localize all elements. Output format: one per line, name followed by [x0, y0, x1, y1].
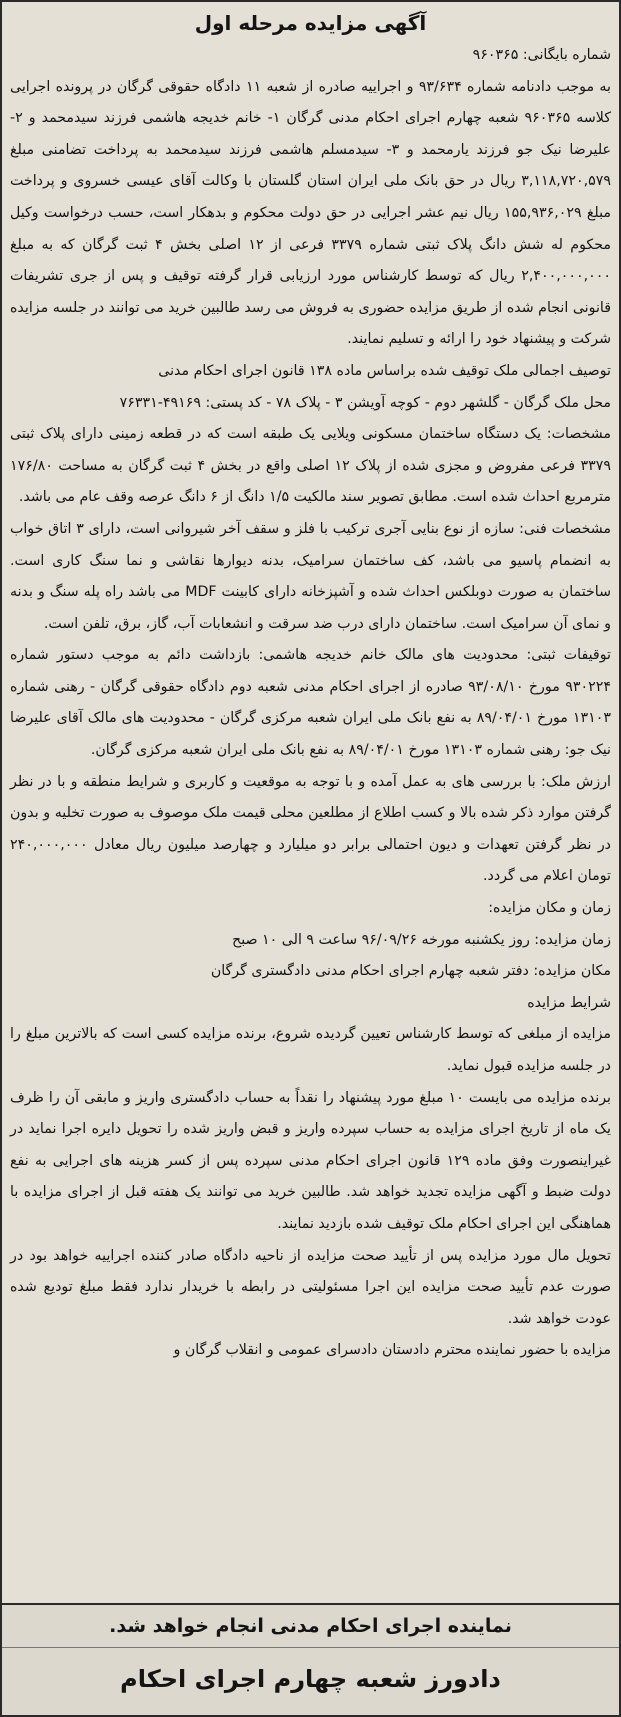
- notice-footer: [2, 1603, 619, 1715]
- paragraph-time: زمان مزایده: روز یکشنبه مورخه ۹۶/۰۹/۲۶ ساعت ۹ الی ۱۰ صبح: [232, 931, 611, 948]
- paragraph-intro: به موجب دادنامه شماره ۹۳/۶۳۴ و اجراییه صادره از شعبه ۱۱ دادگاه حقوقی گرگان در پرونده اجرایی کلاسه ۹۶۰۳۶۵ شعبه چهارم اجرای احکام مدنی گرگان ۱- خانم خدیجه هاشمی فرزند سیدمحمد و ۲- علیرضا نیک جو فرزند یارمحمد و ۳- سیدمسلم هاشمی فرزند سیدمحمد به پرداخت تضامنی مبلغ ۳,۱۱۸,۷۲۰,۵۷۹ ریال در حق بانک ملی ایران استان گلستان با وکالت آقای عیسی خسروی و پرداخت مبلغ ۱۵۵,۹۳۶,۰۲۹ ریال نیم عشر اجرایی در حق دولت محکوم و بدهکار است، حسب درخواست وکیل محکوم له شش دانگ پلاک ثبتی شماره ۳۳۷۹ فرعی از ۱۲ اصلی بخش ۴ ثبت گرگان که به مبلغ ۲,۴۰۰,۰۰۰,۰۰۰ ریال که توسط کارشناس مورد ارزیابی قرار گرفته توقیف و پس از جری تشریفات قانونی انجام شده از طریق مزایده حضوری به فروش می رسد طالبین خرید می توانند در جلسه مزایده شرکت و پیشنهاد خود را ارائه و تسلیم نمایند.: [10, 78, 612, 348]
- paragraph-technical: مشخصات فنی: سازه از نوع بنایی آجری ترکیب با فلز و سقف آخر شیروانی است، دارای ۳ اتاق خواب به انضمام پاسیو می باشد، کف ساختمان سرامیک، بدنه دیوارها نقاشی و نما سنگ کاری است. ساختمان به صورت دوبلکس احداث شده و آشپزخانه دارای کابینت MDF می باشد راه پله سنگ و بدنه و نمای آن سرامیک است. ساختمان دارای درب ضد سرقت و انشعابات آب، گاز، برق، تلفن است.: [10, 520, 612, 632]
- notice-title: آگهی مزایده مرحله اول: [194, 11, 427, 35]
- paragraph-specs: مشخصات: یک دستگاه ساختمان مسکونی ویلایی یک طبقه است که در قطعه زمینی دارای پلاک ثبتی ۳۳۷۹ فرعی مفروض و مجزی شده از پلاک ۱۲ اصلی واقع در بخش ۴ ثبت گرگان به مساحت ۱۷۶/۸۰ مترمربع احداث شده است. مطابق تصویر سند مالکیت ۱/۵ دانگ از ۶ دانگ عرصه وقف عام می باشد.: [10, 426, 611, 506]
- paragraph-registry: توقیفات ثبتی: محدودیت های مالک خانم خدیجه هاشمی: بازداشت دائم به موجب دستور شماره ۹۳۰۲۲۴ مورخ ۹۳/۰۸/۱۰ صادره از اجرای احکام مدنی شعبه دوم دادگاه حقوقی گرگان - رهنی شماره ۱۳۱۰۳ مورخ ۸۹/۰۴/۰۱ به نفع بانک ملی ایران شعبه مرکزی گرگان - محدودیت های مالک آقای علیرضا نیک جو: رهنی شماره ۱۳۱۰۳ مورخ ۸۹/۰۴/۰۱ به نفع بانک ملی ایران شعبه مرکزی گرگان.: [10, 647, 611, 759]
- footer-line-1: نماینده اجرای احکام مدنی انجام خواهد شد.: [2, 1605, 619, 1648]
- archive-number: شماره بایگانی: ۹۶۰۳۶۵: [472, 47, 611, 63]
- footer-signature: دادورز شعبه چهارم اجرای احکام: [120, 1665, 501, 1693]
- paragraph-time-place-heading: زمان و مکان مزایده:: [488, 900, 611, 917]
- paragraph-condition-payment: برنده مزایده می بایست ۱۰ مبلغ مورد پیشنهاد را نقداً به حساب دادگستری واریز و مابقی آن را ظرف یک ماه از تاریخ اجرای مزایده به حساب سپرده واریز و قبض واریز شده را تحویل دایره اجرا نماید در غیراینصورت وفق ماده ۱۲۹ قانون اجرای احکام مدنی سپرده پس از کسر هزینه های اجرایی به نفع دولت ضبط و آگهی مزایده تجدید خواهد شد. طالبین خرید می توانند یک هفته قبل از اجرای مزایده با هماهنگی این اجرای احکام ملک توقیف شده بازدید نمایند.: [10, 1089, 612, 1232]
- paragraph-description-heading: توصیف اجمالی ملک توقیف شده براساس ماده ۱۳۸ قانون اجرای احکام مدنی: [158, 362, 611, 379]
- paragraph-conditions-heading: شرایط مزایده: [527, 994, 611, 1011]
- notice-body: [2, 40, 619, 1367]
- paragraph-closing: مزایده با حضور نماینده محترم دادستان دادسرای عمومی و انقلاب گرگان و: [173, 1342, 611, 1359]
- paragraph-value: ارزش ملک: با بررسی های به عمل آمده و با توجه به موقعیت و کاربری و شرایط منطقه و با در نظر گرفتن موارد ذکر شده بالا و کسب اطلاع از مطلعین محلی قیمت ملک موصوف به صورت تخلیه و بدون در نظر گرفتن تعهدات و دیون احتمالی برابر دو میلیارد و چهارصد میلیون ریال معادل ۲۴۰,۰۰۰,۰۰۰ تومان اعلام می گردد.: [10, 773, 611, 885]
- paragraph-condition-delivery: تحویل مال مورد مزایده پس از تأیید صحت مزایده از ناحیه دادگاه صادر کننده اجراییه خواهد بود در صورت عدم تأیید صحت مزایده این اجرا مسئولیتی در رابطه با خریدار ندارد فقط مبلغ تودیع شده عودت خواهد شد.: [10, 1247, 611, 1327]
- paragraph-location: محل ملک گرگان - گلشهر دوم - کوچه آویشن ۳ - پلاک ۷۸ - کد پستی: ۴۹۱۶۹-۷۶۳۳۱: [119, 394, 611, 411]
- paragraph-condition-start: مزایده از مبلغی که توسط کارشناس تعیین گردیده شروع، برنده مزایده کسی است که بالاترین مبلغ را در جلسه مزایده قبول نماید.: [10, 1026, 611, 1074]
- paragraph-place: مکان مزایده: دفتر شعبه چهارم اجرای احکام مدنی دادگستری گرگان: [210, 963, 611, 980]
